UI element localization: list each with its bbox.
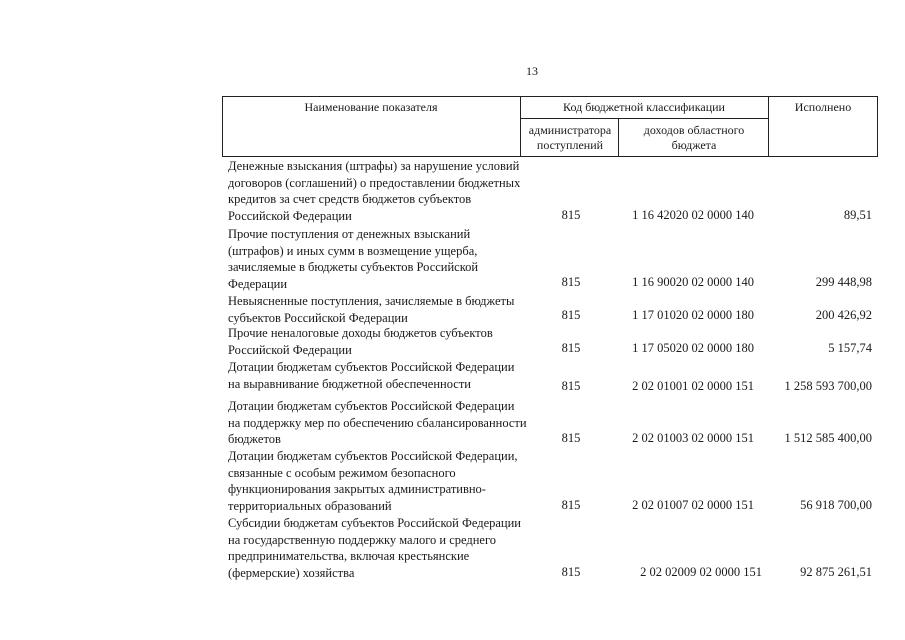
- code-group-rule: [520, 118, 768, 119]
- row-value: 299 448,98: [815, 275, 872, 289]
- header-divider-admin: [618, 118, 619, 157]
- row-value: 5 157,74: [828, 341, 872, 355]
- row-value: 56 918 700,00: [800, 498, 872, 512]
- row-name: Прочие поступления от денежных взысканий (штрафов) и иных сумм в возмещение ущерба, зачисляемые в бюджеты субъектов Российской Федерации: [228, 227, 479, 291]
- row-income-code: 1 17 05020 02 0000 180: [632, 341, 754, 355]
- header-bottom-rule: [222, 156, 878, 157]
- row-value: 1 512 585 400,00: [784, 431, 872, 445]
- row-name: Дотации бюджетам субъектов Российской Федерации на поддержку мер по обеспечению сбалансированности бюджетов: [228, 399, 527, 447]
- header-executed: Исполнено: [794, 100, 852, 114]
- row-value: 89,51: [843, 208, 872, 222]
- row-income-code: 2 02 02009 02 0000 151: [640, 565, 762, 579]
- row-name: Субсидии бюджетам субъектов Российской Федерации на государственную поддержку малого и среднего предпринимательства, включая крестьянские (фермерские) хозяйства: [228, 516, 521, 580]
- header-code-group: Код бюджетной классификации: [563, 100, 725, 114]
- row-name: Дотации бюджетам субъектов Российской Федерации на выравнивание бюджетной обеспеченности: [228, 360, 515, 391]
- row-income-code: 1 17 01020 02 0000 180: [632, 308, 754, 322]
- row-admin-code: 815: [561, 431, 581, 445]
- row-admin-code: 815: [561, 308, 581, 322]
- row-admin-code: 815: [561, 379, 581, 393]
- row-admin-code: 815: [561, 275, 581, 289]
- header-name: Наименование показателя: [304, 100, 438, 114]
- row-income-code: 1 16 90020 02 0000 140: [632, 275, 754, 289]
- header-admin: администратора поступлений: [528, 123, 612, 152]
- row-name: Прочие неналоговые доходы бюджетов субъектов Российской Федерации: [228, 326, 493, 357]
- header-top-rule: [222, 96, 878, 97]
- row-name: Невыясненные поступления, зачисляемые в бюджеты субъектов Российской Федерации: [228, 294, 515, 325]
- row-value: 92 875 261,51: [800, 565, 872, 579]
- row-name: Дотации бюджетам субъектов Российской Федерации, связанные с особым режимом безопасного функционирования закрытых административно-территориальных образований: [228, 449, 518, 513]
- page-number: 13: [526, 64, 538, 78]
- row-value: 200 426,92: [815, 308, 872, 322]
- row-name: Денежные взыскания (штрафы) за нарушение условий договоров (соглашений) о предоставлении бюджетных кредитов за счет средств бюджетов субъектов Российской Федерации: [228, 159, 521, 223]
- row-income-code: 1 16 42020 02 0000 140: [632, 208, 754, 222]
- row-income-code: 2 02 01001 02 0000 151: [632, 379, 754, 393]
- row-value: 1 258 593 700,00: [784, 379, 872, 393]
- row-admin-code: 815: [561, 341, 581, 355]
- row-admin-code: 815: [561, 565, 581, 579]
- row-income-code: 2 02 01003 02 0000 151: [632, 431, 754, 445]
- row-income-code: 2 02 01007 02 0000 151: [632, 498, 754, 512]
- row-admin-code: 815: [561, 498, 581, 512]
- header-income: доходов областного бюджета: [643, 123, 745, 152]
- row-admin-code: 815: [561, 208, 581, 222]
